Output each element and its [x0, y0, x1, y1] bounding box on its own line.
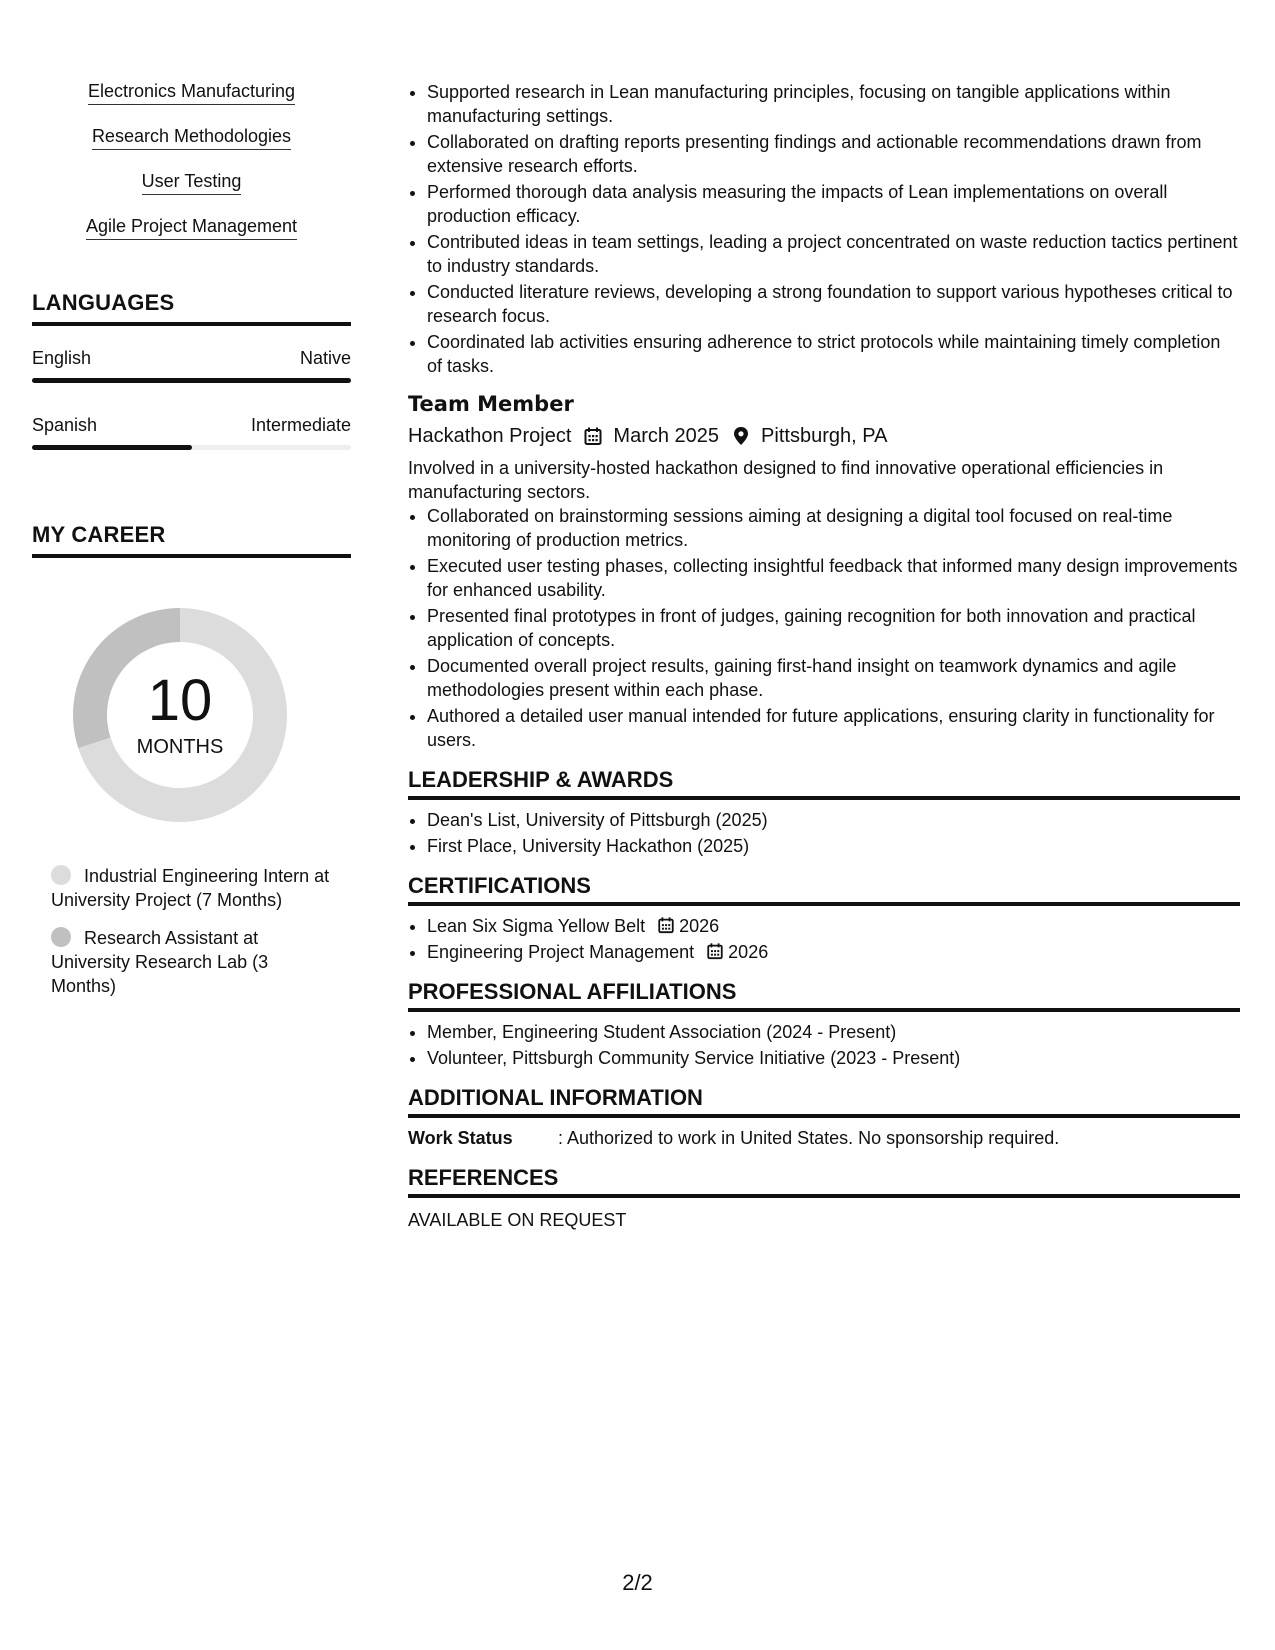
certification-name: Engineering Project Management	[427, 942, 695, 962]
bullet-item: • Authored a detailed user manual intended for future applications, ensuring clarity in functionality for users.	[427, 704, 1240, 752]
skill-label: Research Methodologies	[92, 125, 291, 150]
skills-list	[32, 80, 351, 260]
bullet-item: • Executed user testing phases, collecting insightful feedback that informed many design improvements for enhanced usability.	[427, 554, 1240, 602]
language-name: Spanish	[32, 415, 98, 435]
certification-name: Lean Six Sigma Yellow Belt	[427, 916, 646, 936]
skill-label: Electronics Manufacturing	[88, 80, 295, 105]
award-item: • Dean's List, University of Pittsburgh (2025)	[427, 808, 1240, 832]
calendar-icon	[706, 942, 724, 960]
certifications-heading: CERTIFICATIONS	[408, 874, 1240, 906]
bullet-item: • Collaborated on drafting reports presenting findings and actionable recommendations drawn from extensive research efforts.	[427, 130, 1240, 178]
calendar-icon	[657, 916, 675, 934]
donut-center	[65, 600, 295, 830]
affiliation-item: • Volunteer, Pittsburgh Community Service Initiative (2023 - Present)	[427, 1046, 1240, 1070]
language-bar-fill	[32, 445, 192, 450]
certification-year: 2026	[728, 942, 769, 962]
work-status-value: : Authorized to work in United States. No sponsorship required.	[558, 1128, 1060, 1148]
skill-label: User Testing	[142, 170, 242, 195]
legend-item	[51, 864, 331, 912]
skill-item	[32, 80, 351, 125]
legend-label: Research Assistant at University Research Lab (3 Months)	[51, 928, 269, 996]
language-bar	[32, 378, 351, 383]
job-meta	[408, 424, 1240, 448]
work-status-row	[408, 1126, 1240, 1150]
career-donut-chart	[65, 600, 295, 830]
job-bullets	[408, 504, 1240, 752]
references-heading: REFERENCES	[408, 1166, 1240, 1198]
certifications-list	[408, 914, 1240, 964]
bullet-item: • Contributed ideas in team settings, leading a project concentrated on waste reduction tactics pertinent to industry standards.	[427, 230, 1240, 278]
research-bullets	[408, 80, 1240, 378]
job-description: Involved in a university-hosted hackathon designed to find innovative operational efficiencies in manufacturing sectors.	[408, 458, 1164, 502]
leadership-list	[408, 808, 1240, 858]
language-level: Intermediate	[250, 415, 351, 435]
right-column	[408, 80, 1240, 1232]
bullet-item: • Conducted literature reviews, developing a strong foundation to support various hypotheses critical to research focus.	[427, 280, 1240, 328]
career-total-value: 10	[147, 667, 213, 733]
page-number: 2/2	[622, 1570, 653, 1595]
additional-info-heading: ADDITIONAL INFORMATION	[408, 1086, 1240, 1118]
references-text: AVAILABLE ON REQUEST	[408, 1210, 627, 1230]
language-item	[32, 415, 351, 450]
certification-year: 2026	[679, 916, 720, 936]
language-bar-fill	[32, 378, 351, 383]
career-heading: MY CAREER	[32, 522, 351, 558]
bullet-item: • Presented final prototypes in front of judges, gaining recognition for both innovation and practical application of concepts.	[427, 604, 1240, 652]
legend-label: Industrial Engineering Intern at University Project (7 Months)	[51, 866, 330, 910]
legend-dot	[51, 927, 71, 947]
languages-heading: LANGUAGES	[32, 290, 351, 326]
skill-label: Agile Project Management	[86, 215, 297, 240]
career-total-unit: MONTHS	[136, 735, 224, 758]
legend-dot	[51, 865, 71, 885]
certification-item	[427, 914, 1240, 938]
certification-item	[427, 940, 1240, 964]
language-bar	[32, 445, 351, 450]
work-status-label: Work Status	[408, 1128, 513, 1148]
leadership-heading: LEADERSHIP & AWARDS	[408, 768, 1240, 800]
bullet-item: • Performed thorough data analysis measuring the impacts of Lean implementations on overall production efficacy.	[427, 180, 1240, 228]
bullet-item: • Coordinated lab activities ensuring adherence to strict protocols while maintaining timely completion of tasks.	[427, 330, 1240, 378]
skill-item	[32, 170, 351, 215]
affiliations-list	[408, 1020, 1240, 1070]
bullet-item: • Documented overall project results, gaining first-hand insight on teamwork dynamics and agile methodologies present within each phase.	[427, 654, 1240, 702]
skill-item	[32, 125, 351, 170]
legend-item	[51, 926, 331, 998]
language-item	[32, 348, 351, 383]
language-name: English	[32, 348, 92, 368]
skill-item	[32, 215, 351, 260]
left-column	[32, 80, 351, 1012]
career-legend	[32, 864, 351, 998]
job-title: Team Member	[408, 392, 574, 416]
award-item: • First Place, University Hackathon (2025)	[427, 834, 1240, 858]
job-organization: Hackathon Project	[408, 425, 572, 447]
language-level: Native	[299, 348, 351, 368]
location-pin-icon	[731, 426, 751, 446]
affiliation-item: • Member, Engineering Student Association (2024 - Present)	[427, 1020, 1240, 1044]
bullet-item: • Supported research in Lean manufacturing principles, focusing on tangible applications within manufacturing settings.	[427, 80, 1240, 128]
calendar-icon	[583, 426, 603, 446]
affiliations-heading: PROFESSIONAL AFFILIATIONS	[408, 980, 1240, 1012]
job-location: Pittsburgh, PA	[761, 425, 888, 447]
bullet-item: • Collaborated on brainstorming sessions aiming at designing a digital tool focused on real-time monitoring of production metrics.	[427, 504, 1240, 552]
job-date: March 2025	[613, 425, 720, 447]
